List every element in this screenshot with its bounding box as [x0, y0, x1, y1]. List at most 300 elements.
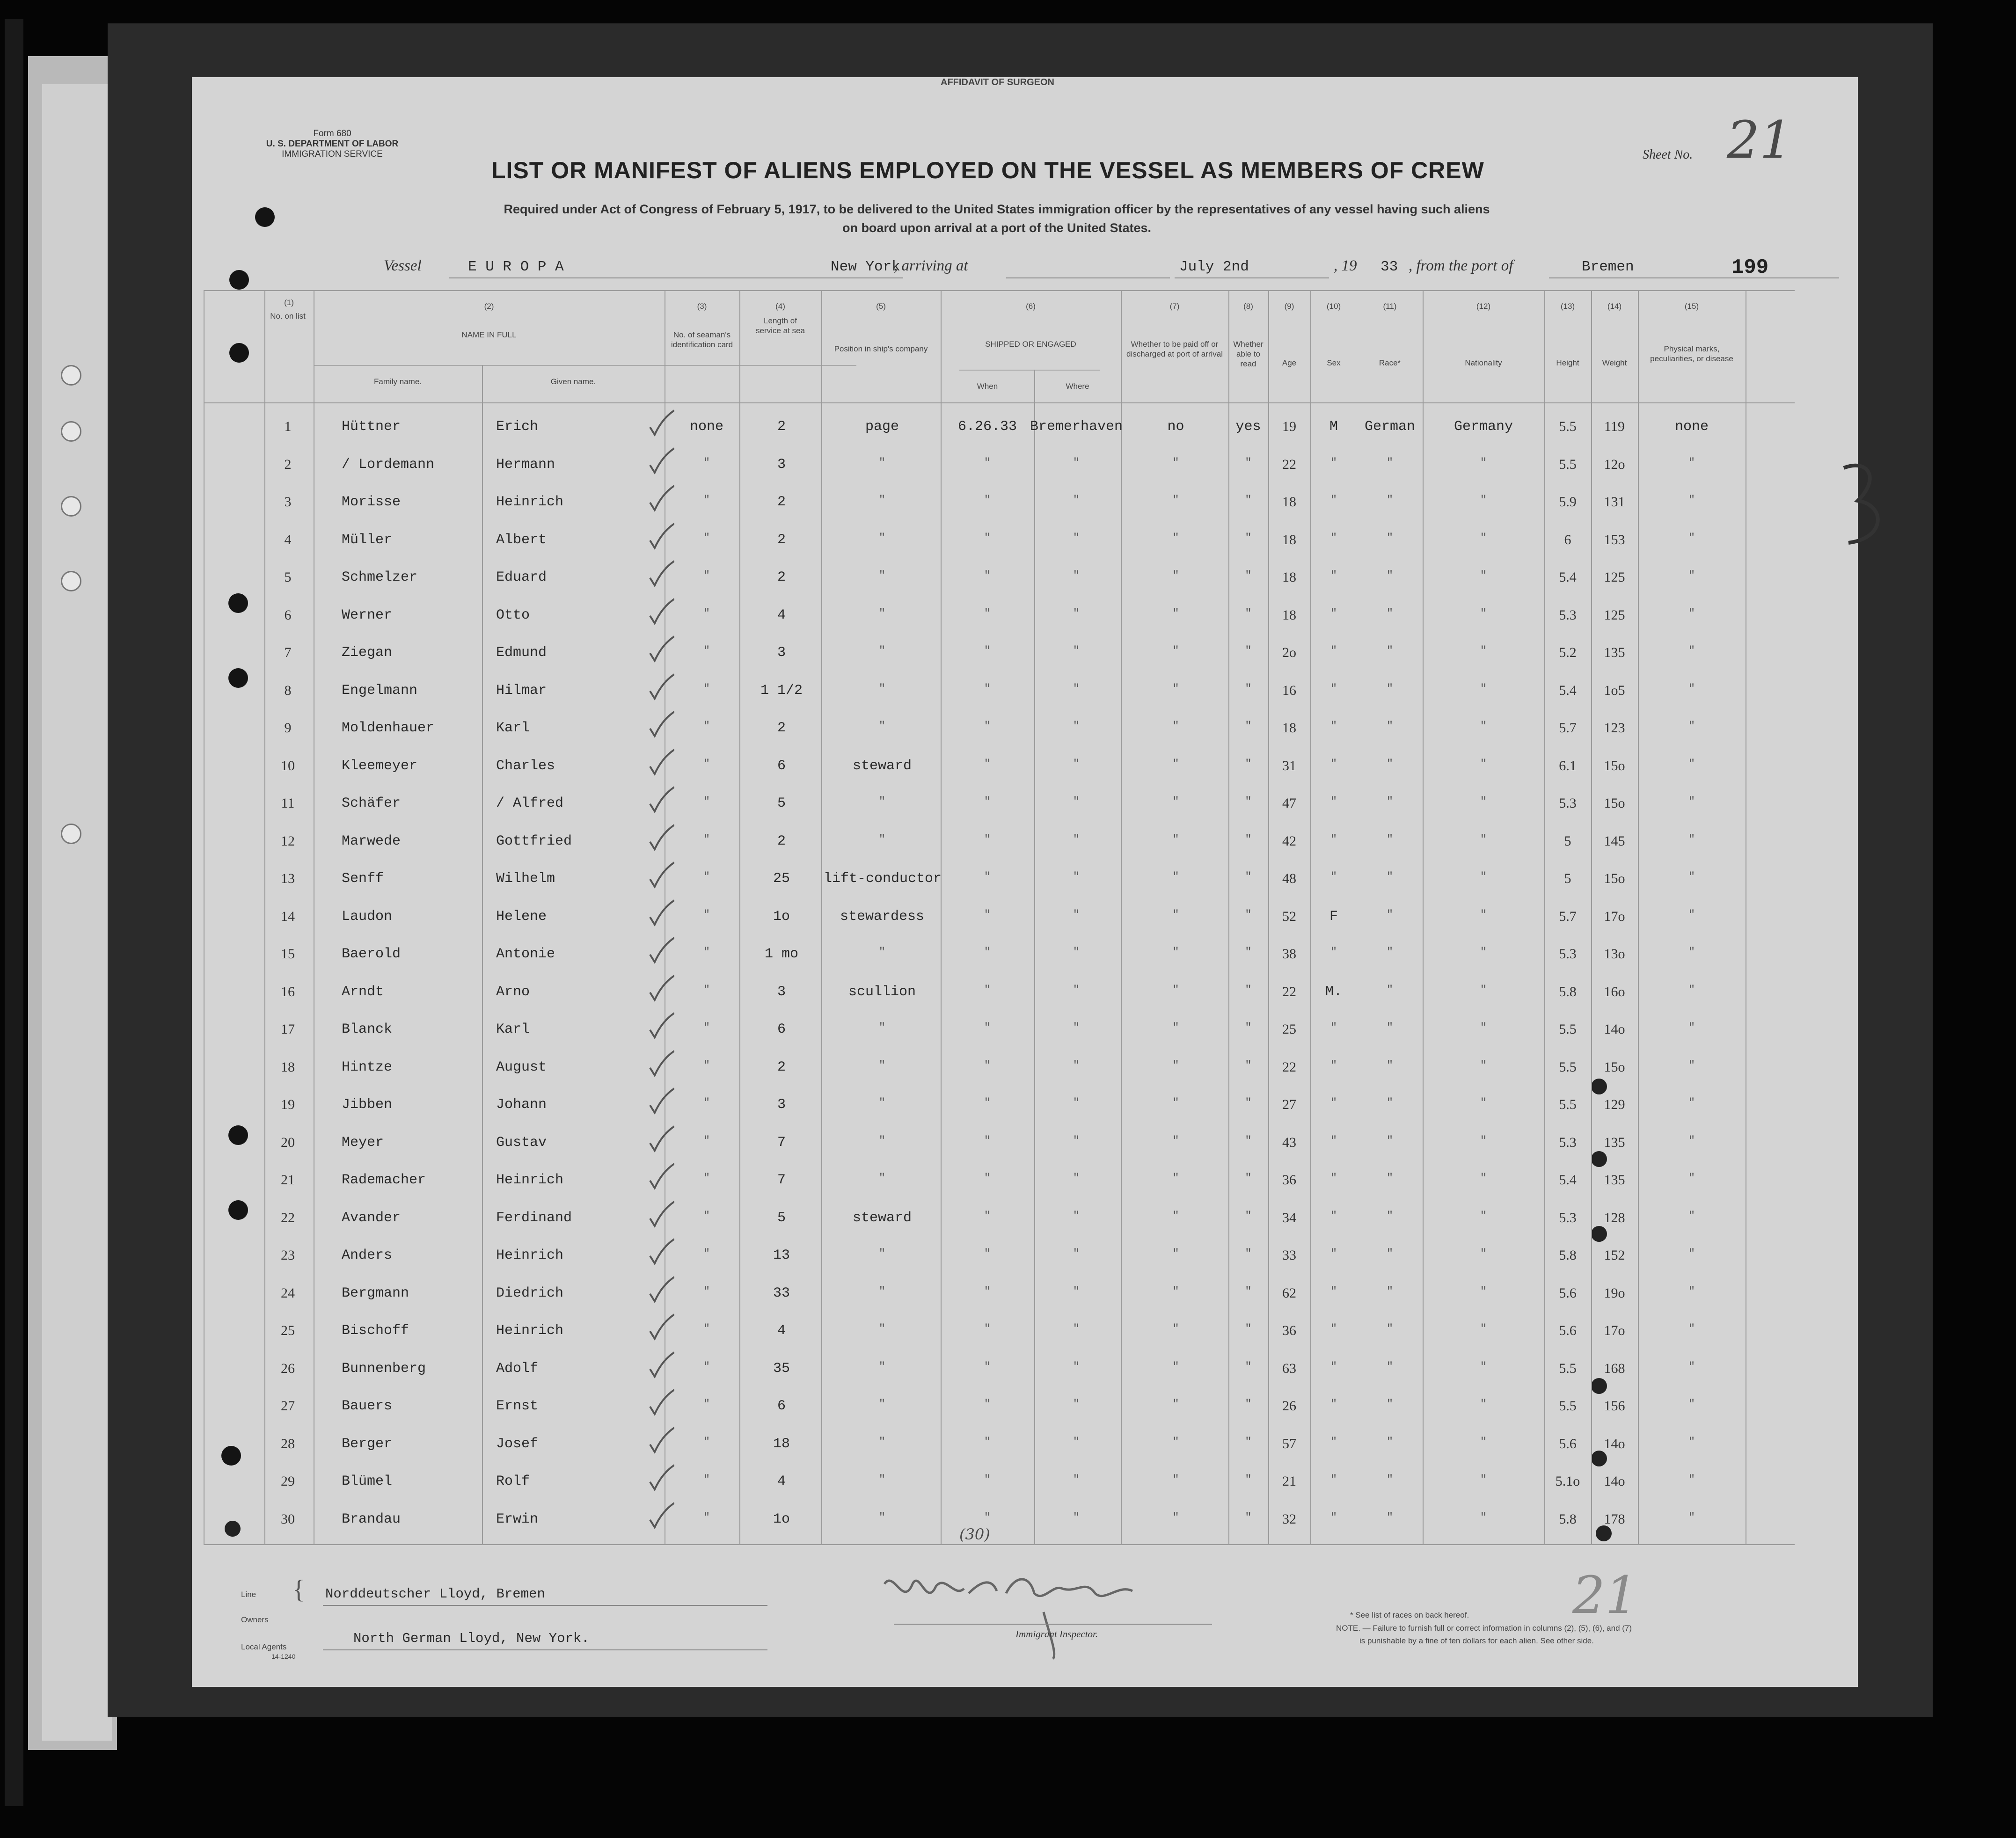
cell-sex: "	[1330, 1210, 1337, 1223]
cell-weight: 15o	[1604, 795, 1625, 811]
cell-read: "	[1245, 795, 1252, 808]
cell-given: Ernst	[496, 1398, 539, 1414]
cell-physical: "	[1688, 1398, 1695, 1411]
cell-when: "	[984, 946, 991, 959]
cell-nationality: "	[1480, 1436, 1487, 1449]
cell-position: "	[878, 1097, 886, 1109]
cell-id: "	[703, 1172, 710, 1185]
cell-nationality: "	[1480, 1323, 1487, 1335]
table-row	[192, 1285, 1858, 1323]
cell-family: Kleemeyer	[342, 758, 418, 774]
col-number: (3)	[697, 302, 707, 311]
cell-sex: "	[1330, 1059, 1337, 1072]
cell-service: 1 mo	[764, 946, 798, 962]
cell-no: 25	[281, 1323, 295, 1338]
cell-given: Karl	[496, 720, 530, 736]
cell-position: "	[878, 1323, 886, 1335]
cell-age: 52	[1282, 908, 1296, 924]
cell-family: Engelmann	[342, 682, 418, 699]
cell-position: "	[878, 1511, 886, 1524]
cell-where: "	[1073, 1436, 1080, 1449]
cell-no: 24	[281, 1285, 295, 1301]
note-star: * See list of races on back hereof.	[1350, 1611, 1469, 1619]
col-number: (15)	[1684, 302, 1699, 311]
header-name-in-full: NAME IN FULL	[461, 330, 517, 339]
cell-position: "	[878, 607, 886, 620]
cell-given: Helene	[496, 908, 547, 925]
cell-age: 22	[1282, 1059, 1296, 1075]
check-mark-icon	[648, 1200, 674, 1228]
cell-when: "	[984, 1473, 991, 1486]
cell-weight: 128	[1604, 1210, 1625, 1225]
cell-weight: 14o	[1604, 1473, 1625, 1489]
cell-when: "	[984, 532, 991, 545]
cell-service: 25	[773, 871, 790, 887]
cell-when: "	[984, 1247, 991, 1260]
cell-weight: 145	[1604, 833, 1625, 849]
cell-age: 33	[1282, 1247, 1296, 1263]
cell-id: "	[703, 1210, 710, 1223]
cell-service: 4	[777, 1473, 786, 1489]
cell-no: 9	[284, 720, 292, 736]
cell-read: "	[1245, 569, 1252, 582]
cell-physical: "	[1688, 908, 1695, 921]
table-row	[192, 1436, 1858, 1473]
punch-hole	[229, 343, 249, 363]
sheet-mark: 21	[1572, 1565, 1638, 1625]
cell-family: Bischoff	[342, 1323, 409, 1339]
table-row	[192, 607, 1858, 645]
cell-family: Avander	[342, 1210, 401, 1226]
cell-no: 29	[281, 1473, 295, 1489]
cell-paid: "	[1172, 871, 1179, 883]
cell-height: 6.1	[1559, 758, 1577, 773]
cell-physical: "	[1688, 1021, 1695, 1034]
cell-height: 5	[1564, 871, 1571, 886]
check-mark-icon	[648, 1426, 674, 1454]
table-row	[192, 758, 1858, 795]
cell-read: "	[1245, 456, 1252, 469]
cell-weight: 15o	[1604, 1059, 1625, 1075]
cell-given: Charles	[496, 758, 555, 774]
cell-read: "	[1245, 833, 1252, 846]
header-paid-off: Whether to be paid off or discharged at port of arrival	[1126, 340, 1223, 358]
from-label: , from the port of	[1409, 257, 1513, 274]
cell-family: Moldenhauer	[342, 720, 435, 736]
cell-position: "	[878, 720, 886, 733]
cell-position: stewardess	[840, 908, 925, 925]
cell-id: "	[703, 1059, 710, 1072]
cell-no: 10	[281, 758, 295, 773]
cell-service: 5	[777, 1210, 786, 1226]
cell-position: steward	[852, 1210, 912, 1226]
header-race: Race*	[1379, 358, 1401, 367]
col-number: (13)	[1560, 302, 1575, 311]
check-mark-icon	[648, 559, 674, 587]
cell-nationality: "	[1480, 758, 1487, 771]
cell-weight: 16o	[1604, 984, 1625, 999]
cell-age: 43	[1282, 1134, 1296, 1150]
cell-paid: "	[1172, 984, 1179, 997]
cell-race: "	[1386, 1511, 1394, 1524]
inspector-label: Immigrant Inspector.	[1015, 1628, 1098, 1640]
table-row	[192, 1398, 1858, 1436]
cell-nationality: "	[1480, 1247, 1487, 1260]
check-mark-icon	[648, 1463, 674, 1491]
header-age: Age	[1282, 358, 1297, 367]
check-mark-icon	[648, 974, 674, 1002]
inspector-underline	[894, 1624, 1212, 1625]
cell-height: 5.3	[1559, 607, 1577, 623]
cell-age: 34	[1282, 1210, 1296, 1225]
cell-id: "	[703, 682, 710, 695]
cell-when: "	[984, 607, 991, 620]
subtitle	[365, 200, 1629, 237]
cell-family: Werner	[342, 607, 393, 623]
cell-given: Erwin	[496, 1511, 539, 1527]
cell-race: German	[1364, 419, 1416, 435]
cell-service: 4	[777, 1323, 786, 1339]
cell-nationality: "	[1480, 871, 1487, 883]
cell-physical: "	[1688, 720, 1695, 733]
col-number: (2)	[484, 302, 494, 311]
check-mark-icon	[648, 1049, 674, 1077]
punch-hole	[255, 207, 275, 227]
cell-service: 7	[777, 1134, 786, 1151]
cell-weight: 15o	[1604, 758, 1625, 773]
cell-when: "	[984, 1511, 991, 1524]
cell-no: 28	[281, 1436, 295, 1451]
cell-when: "	[984, 456, 991, 469]
check-mark-icon	[648, 1313, 674, 1341]
cell-when: "	[984, 1398, 991, 1411]
cell-position: lift-conductor	[824, 871, 942, 887]
col-number: (12)	[1476, 302, 1491, 311]
cell-sex: "	[1330, 1021, 1337, 1034]
cell-age: 57	[1282, 1436, 1296, 1451]
cell-race: "	[1386, 1172, 1394, 1185]
table-row	[192, 1323, 1858, 1360]
cell-sex: "	[1330, 1436, 1337, 1449]
cell-family: Bauers	[342, 1398, 393, 1414]
cell-where: "	[1073, 494, 1080, 507]
cell-sex: "	[1330, 456, 1337, 469]
cell-sex: "	[1330, 795, 1337, 808]
cell-race: "	[1386, 532, 1394, 545]
cell-when: "	[984, 569, 991, 582]
cell-race: "	[1386, 1059, 1394, 1072]
cell-service: 5	[777, 795, 786, 811]
cell-age: 18	[1282, 607, 1296, 623]
cell-id: "	[703, 456, 710, 469]
cell-sex: "	[1330, 1172, 1337, 1185]
cell-given: Gustav	[496, 1134, 547, 1151]
header-height: Height	[1556, 358, 1579, 367]
cell-height: 5.5	[1559, 1097, 1577, 1112]
cell-when: "	[984, 645, 991, 657]
cell-physical: "	[1688, 1285, 1695, 1298]
cell-position: "	[878, 1360, 886, 1373]
cell-paid: "	[1172, 1059, 1179, 1072]
cell-weight: 13o	[1604, 946, 1625, 962]
cell-physical: "	[1688, 1097, 1695, 1109]
cell-height: 5.5	[1559, 1021, 1577, 1037]
cell-nationality: "	[1480, 1134, 1487, 1147]
cell-when: "	[984, 1285, 991, 1298]
cell-when: "	[984, 795, 991, 808]
cell-age: 22	[1282, 456, 1296, 472]
line-label: Line	[241, 1590, 256, 1599]
cell-age: 18	[1282, 532, 1296, 547]
cell-position: "	[878, 682, 886, 695]
cell-physical: "	[1688, 532, 1695, 545]
cell-physical: "	[1688, 795, 1695, 808]
cell-position: "	[878, 833, 886, 846]
cell-sex: "	[1330, 607, 1337, 620]
cell-age: 36	[1282, 1323, 1296, 1338]
cell-given: / Alfred	[496, 795, 564, 811]
cell-sex: "	[1330, 645, 1337, 657]
cell-weight: 178	[1604, 1511, 1625, 1527]
cell-position: "	[878, 1398, 886, 1411]
cell-where: "	[1073, 908, 1080, 921]
table-header-rule	[204, 402, 1795, 403]
cell-read: "	[1245, 682, 1252, 695]
subtitle-line1: Required under Act of Congress of February 5, 1917, to be delivered to the United States immigration officer by the representatives of any vessel having such aliens	[504, 202, 1490, 216]
cell-sex: M.	[1325, 984, 1342, 1000]
cell-position: "	[878, 1473, 886, 1486]
cell-position: "	[878, 946, 886, 959]
cell-where: "	[1073, 871, 1080, 883]
cell-when: "	[984, 720, 991, 733]
check-mark-icon	[648, 408, 674, 437]
cell-nationality: "	[1480, 833, 1487, 846]
cell-weight: 168	[1604, 1360, 1625, 1376]
inspector-signature	[875, 1565, 1179, 1663]
form-number: Form 680	[313, 129, 351, 139]
check-mark-icon	[648, 1011, 674, 1039]
cell-family: Morisse	[342, 494, 401, 510]
cell-where: "	[1073, 795, 1080, 808]
cell-paid: "	[1172, 1511, 1179, 1524]
cell-given: Heinrich	[496, 494, 564, 510]
cell-given: August	[496, 1059, 547, 1075]
cell-given: Hilmar	[496, 682, 547, 699]
cell-family: Baerold	[342, 946, 401, 962]
cell-height: 5.3	[1559, 1134, 1577, 1150]
cell-paid: "	[1172, 682, 1179, 695]
cell-weight: 135	[1604, 645, 1625, 660]
cell-position: "	[878, 1285, 886, 1298]
cell-height: 5.2	[1559, 645, 1577, 660]
cell-id: "	[703, 720, 710, 733]
table-row	[192, 1135, 1858, 1172]
cell-read: "	[1245, 720, 1252, 733]
cell-height: 5.6	[1559, 1323, 1577, 1338]
cell-read: "	[1245, 1059, 1252, 1072]
binder-hole	[61, 571, 81, 591]
cell-read: "	[1245, 1473, 1252, 1486]
cell-read: "	[1245, 494, 1252, 507]
cell-service: 1o	[773, 908, 790, 925]
cell-no: 19	[281, 1097, 295, 1112]
cell-no: 26	[281, 1360, 295, 1376]
date-underline	[1175, 277, 1329, 278]
header-no-on-list: No. on list	[270, 312, 306, 321]
cell-sex: "	[1330, 532, 1337, 545]
cell-weight: 14o	[1604, 1436, 1625, 1451]
punch-hole	[229, 270, 249, 290]
cell-physical: "	[1688, 984, 1695, 997]
year-label: , 19	[1334, 257, 1357, 274]
cell-read: "	[1245, 1210, 1252, 1223]
cell-nationality: "	[1480, 1473, 1487, 1486]
cell-weight: 125	[1604, 569, 1625, 585]
cell-race: "	[1386, 494, 1394, 507]
cell-family: Senff	[342, 871, 384, 887]
cell-height: 5.4	[1559, 569, 1577, 585]
cell-given: Karl	[496, 1021, 530, 1037]
cell-height: 5.4	[1559, 682, 1577, 698]
header-length-service: Length of service at sea	[756, 316, 805, 335]
table-row	[192, 833, 1858, 871]
form-block	[262, 129, 402, 160]
cell-physical: none	[1674, 419, 1709, 435]
cell-service: 33	[773, 1285, 790, 1301]
cell-weight: 135	[1604, 1134, 1625, 1150]
cell-nationality: "	[1480, 720, 1487, 733]
table-row	[192, 1511, 1858, 1549]
cell-given: Adolf	[496, 1360, 539, 1377]
cell-service: 4	[777, 607, 786, 623]
page-edge-shadow	[5, 19, 23, 1806]
cell-when: "	[984, 1134, 991, 1147]
check-mark-icon	[648, 785, 674, 813]
cell-id: "	[703, 1097, 710, 1109]
cell-sex: F	[1329, 908, 1338, 925]
cell-height: 5.5	[1559, 456, 1577, 472]
cell-sex: M	[1329, 419, 1338, 435]
cell-read: "	[1245, 1021, 1252, 1034]
cell-when: "	[984, 833, 991, 846]
cell-where: "	[1073, 1210, 1080, 1223]
cell-age: 62	[1282, 1285, 1296, 1301]
cell-height: 5.1o	[1555, 1473, 1580, 1489]
cell-age: 36	[1282, 1172, 1296, 1188]
cell-sex: "	[1330, 1511, 1337, 1524]
cell-where: "	[1073, 532, 1080, 545]
check-mark-icon	[648, 672, 674, 700]
col-number: (10)	[1326, 302, 1341, 311]
subtitle-line2: on board upon arrival at a port of the United States.	[842, 221, 1152, 235]
cell-read: "	[1245, 1360, 1252, 1373]
cell-where: "	[1073, 946, 1080, 959]
cell-paid: "	[1172, 456, 1179, 469]
cell-service: 3	[777, 1097, 786, 1113]
cell-paid: "	[1172, 833, 1179, 846]
cell-no: 20	[281, 1134, 295, 1150]
table-row	[192, 457, 1858, 494]
cell-sex: "	[1330, 1097, 1337, 1109]
cell-nationality: "	[1480, 1285, 1487, 1298]
cell-age: 18	[1282, 569, 1296, 585]
cell-service: 3	[777, 645, 786, 661]
cell-id: none	[689, 419, 723, 435]
cell-given: Hermann	[496, 456, 555, 473]
cell-read: "	[1245, 1511, 1252, 1524]
check-mark-icon	[648, 748, 674, 776]
cell-age: 27	[1282, 1097, 1296, 1112]
cell-paid: "	[1172, 1247, 1179, 1260]
cell-nationality: "	[1480, 984, 1487, 997]
cell-age: 16	[1282, 682, 1296, 698]
check-mark-icon	[648, 635, 674, 663]
cell-id: "	[703, 1021, 710, 1034]
cell-weight: 19o	[1604, 1285, 1625, 1301]
cell-when: "	[984, 1097, 991, 1109]
cell-where: "	[1073, 984, 1080, 997]
cell-race: "	[1386, 1473, 1394, 1486]
cell-no: 4	[284, 532, 292, 547]
cell-physical: "	[1688, 871, 1695, 883]
cell-family: Müller	[342, 532, 393, 548]
cell-no: 18	[281, 1059, 295, 1075]
cell-given: Edmund	[496, 645, 547, 661]
arrival-year: 33	[1381, 259, 1398, 275]
cell-where: "	[1073, 1021, 1080, 1034]
cell-position: "	[878, 1134, 886, 1147]
table-row	[192, 569, 1858, 607]
col-number: (11)	[1383, 302, 1397, 311]
cell-weight: 152	[1604, 1247, 1625, 1263]
cell-height: 5.6	[1559, 1285, 1577, 1301]
cell-paid: "	[1172, 908, 1179, 921]
cell-paid: "	[1172, 1134, 1179, 1147]
cell-family: Schmelzer	[342, 569, 418, 585]
cell-age: 19	[1282, 419, 1296, 434]
cell-paid: "	[1172, 720, 1179, 733]
cell-sex: "	[1330, 682, 1337, 695]
cell-position: scullion	[848, 984, 916, 1000]
cell-where: "	[1073, 720, 1080, 733]
affidavit-label: AFFIDAVIT OF SURGEON	[941, 77, 1054, 88]
cell-where: "	[1073, 645, 1080, 657]
sheet-number: 21	[1727, 110, 1792, 170]
shipped-subheader-rule	[959, 370, 1100, 371]
cell-position: "	[878, 1436, 886, 1449]
cell-physical: "	[1688, 607, 1695, 620]
cell-race: "	[1386, 1210, 1394, 1223]
cell-race: "	[1386, 1134, 1394, 1147]
cell-position: "	[878, 532, 886, 545]
cell-physical: "	[1688, 1323, 1695, 1335]
cell-height: 5.8	[1559, 1247, 1577, 1263]
cell-race: "	[1386, 795, 1394, 808]
cell-when: "	[984, 908, 991, 921]
cell-family: Hüttner	[342, 419, 401, 435]
cell-id: "	[703, 607, 710, 620]
cell-age: 63	[1282, 1360, 1296, 1376]
cell-read: "	[1245, 1134, 1252, 1147]
cell-sex: "	[1330, 494, 1337, 507]
page-title: LIST OR MANIFEST OF ALIENS EMPLOYED ON THE VESSEL AS MEMBERS OF CREW	[491, 157, 1484, 183]
cell-id: "	[703, 1247, 710, 1260]
cell-age: 47	[1282, 795, 1296, 811]
cell-service: 6	[777, 1398, 786, 1414]
header-weight: Weight	[1602, 358, 1627, 367]
cell-nationality: "	[1480, 1172, 1487, 1185]
owners-label: Owners	[241, 1615, 269, 1624]
